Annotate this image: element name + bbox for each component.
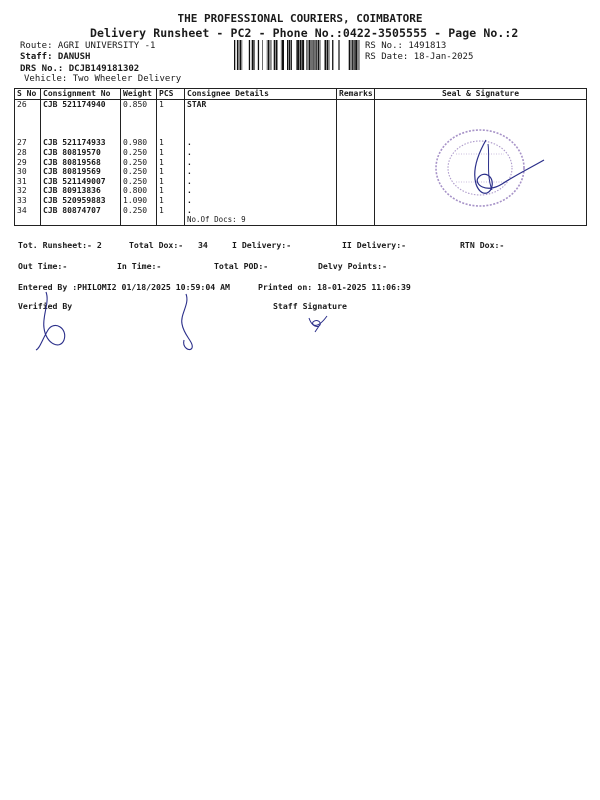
cell-remarks	[337, 167, 375, 177]
cell-weight	[121, 129, 157, 139]
cell-cn	[41, 215, 121, 225]
cell-cn: CJB 521174940	[41, 100, 121, 110]
col-consignment: Consignment No	[41, 89, 121, 100]
printed-on: Printed on: 18-01-2025 11:06:39	[258, 282, 411, 292]
cell-sno: 31	[15, 177, 41, 187]
col-seal-signature: Seal & Signature	[375, 89, 587, 100]
cell-pcs	[157, 215, 185, 225]
cell-weight: 0.250	[121, 177, 157, 187]
cell-cn: CJB 80819570	[41, 148, 121, 158]
cell-sno: 26	[15, 100, 41, 110]
col-remarks: Remarks	[337, 89, 375, 100]
cell-pcs: 1	[157, 196, 185, 206]
cell-cn: CJB 80874707	[41, 206, 121, 216]
second-signature-icon	[172, 292, 202, 352]
cell-pcs: 1	[157, 158, 185, 168]
ii-delivery: II Delivery:-	[342, 240, 407, 250]
cell-weight	[121, 110, 157, 120]
cell-details: .	[185, 167, 337, 177]
cell-details	[185, 119, 337, 129]
cell-details	[185, 110, 337, 120]
barcode	[234, 40, 360, 70]
cell-cn: CJB 521174933	[41, 138, 121, 148]
cell-cn: CJB 521149007	[41, 177, 121, 187]
cell-cn: CJB 80819568	[41, 158, 121, 168]
cell-remarks	[337, 110, 375, 120]
cell-details: .	[185, 177, 337, 187]
cell-details: .	[185, 158, 337, 168]
vehicle-label: Vehicle: Two Wheeler Delivery	[24, 74, 182, 84]
cell-sno	[15, 129, 41, 139]
cell-cn	[41, 129, 121, 139]
cell-weight: 0.250	[121, 158, 157, 168]
out-time: Out Time:-	[18, 261, 68, 271]
table-row	[15, 110, 587, 120]
cell-seal	[375, 100, 587, 110]
cell-remarks	[337, 177, 375, 187]
rs-number: RS No.: 1491813	[365, 41, 447, 51]
cell-pcs: 1	[157, 186, 185, 196]
cell-weight	[121, 215, 157, 225]
drs-number: DRS No.: DCJB149181302	[20, 64, 140, 74]
staff-signature-icon	[305, 314, 331, 334]
cell-weight	[121, 119, 157, 129]
cell-remarks	[337, 100, 375, 110]
cell-remarks	[337, 206, 375, 216]
i-delivery: I Delivery:-	[232, 240, 292, 250]
delvy-points: Delvy Points:-	[318, 261, 388, 271]
cell-sno: 33	[15, 196, 41, 206]
cell-pcs: 1	[157, 138, 185, 148]
cell-seal	[375, 215, 587, 225]
col-pcs: PCS	[157, 89, 185, 100]
cell-sno: 28	[15, 148, 41, 158]
cell-details	[185, 129, 337, 139]
cell-details: .	[185, 138, 337, 148]
cell-details: .	[185, 186, 337, 196]
cell-seal	[375, 110, 587, 120]
col-weight: Weight	[121, 89, 157, 100]
table-row	[15, 100, 587, 110]
total-pod: Total POD:-	[214, 261, 269, 271]
tot-runsheet: Tot. Runsheet:- 2	[18, 240, 102, 250]
table-header	[15, 89, 587, 100]
cell-weight: 0.980	[121, 138, 157, 148]
cell-sno	[15, 119, 41, 129]
cell-sno	[15, 110, 41, 120]
total-dox-value: 34	[198, 240, 208, 250]
runsheet-subtitle: Delivery Runsheet - PC2 - Phone No.:0422-3505555 - Page No.:2	[90, 26, 519, 40]
cell-pcs: 1	[157, 100, 185, 110]
table-row	[15, 215, 587, 225]
cell-remarks	[337, 119, 375, 129]
cell-details: .	[185, 196, 337, 206]
cell-cn: CJB 80819569	[41, 167, 121, 177]
cell-weight: 0.250	[121, 206, 157, 216]
cell-weight: 0.250	[121, 167, 157, 177]
cell-remarks	[337, 158, 375, 168]
cell-details: .	[185, 148, 337, 158]
cell-remarks	[337, 148, 375, 158]
cell-weight: 0.250	[121, 148, 157, 158]
cell-remarks	[337, 196, 375, 206]
staff-label: Staff: DANUSH	[20, 52, 91, 62]
total-dox-label: Total Dox:-	[129, 240, 184, 250]
company-title: THE PROFESSIONAL COURIERS, COIMBATORE	[177, 12, 423, 25]
cell-pcs: 1	[157, 177, 185, 187]
cell-sno	[15, 215, 41, 225]
cell-pcs: 1	[157, 167, 185, 177]
cell-pcs: 1	[157, 148, 185, 158]
staff-signature-label: Staff Signature	[273, 301, 347, 311]
in-time: In Time:-	[117, 261, 162, 271]
seal-stamp-icon	[426, 124, 556, 214]
cell-details: .	[185, 206, 337, 216]
col-sno: S No	[15, 89, 41, 100]
cell-weight: 0.850	[121, 100, 157, 110]
rtn-dox: RTN Dox:-	[460, 240, 505, 250]
cell-pcs	[157, 129, 185, 139]
cell-cn	[41, 110, 121, 120]
rs-date: RS Date: 18-Jan-2025	[365, 52, 474, 62]
route-label: Route: AGRI UNIVERSITY -1	[20, 41, 156, 51]
cell-sno: 32	[15, 186, 41, 196]
cell-cn: CJB 80913836	[41, 186, 121, 196]
cell-remarks	[337, 129, 375, 139]
col-consignee: Consignee Details	[185, 89, 337, 100]
cell-sno: 29	[15, 158, 41, 168]
cell-details: No.Of Docs: 9	[185, 215, 337, 225]
cell-weight: 1.090	[121, 196, 157, 206]
verifier-signature-icon	[30, 288, 75, 354]
cell-remarks	[337, 138, 375, 148]
cell-details: STAR	[185, 100, 337, 110]
cell-pcs	[157, 110, 185, 120]
cell-pcs: 1	[157, 206, 185, 216]
cell-remarks	[337, 186, 375, 196]
cell-cn	[41, 119, 121, 129]
cell-sno: 27	[15, 138, 41, 148]
cell-sno: 34	[15, 206, 41, 216]
cell-sno: 30	[15, 167, 41, 177]
cell-pcs	[157, 119, 185, 129]
cell-weight: 0.800	[121, 186, 157, 196]
entered-by: Entered By :PHILOMI2 01/18/2025 10:59:04 AM	[18, 282, 230, 292]
verified-by-label: Verified By	[18, 301, 73, 311]
cell-cn: CJB 520959883	[41, 196, 121, 206]
cell-remarks	[337, 215, 375, 225]
